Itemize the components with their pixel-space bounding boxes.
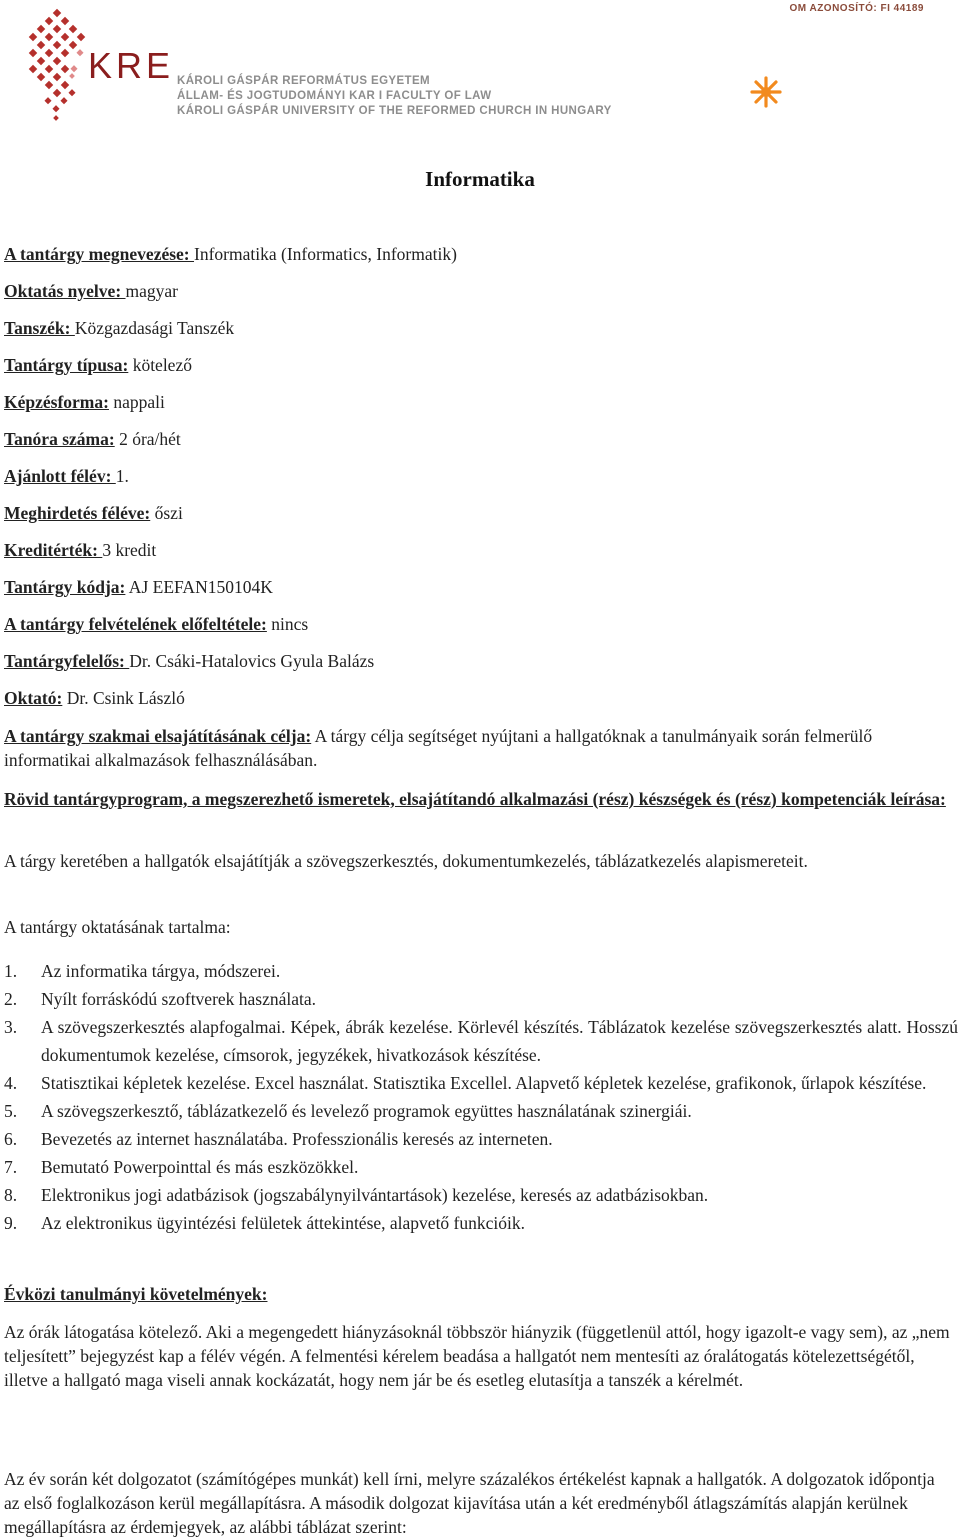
field-training-form: Képzésforma: nappali <box>4 392 165 412</box>
page-title: Informatika <box>425 167 535 191</box>
field-hours: Tanóra száma: 2 óra/hét <box>4 429 181 449</box>
university-line-faculty: ÁLLAM- ÉS JOGTUDOMÁNYI KAR I FACULTY OF LAW <box>177 90 492 102</box>
list-item: 4. Statisztikai képletek kezelése. Excel használat. Statisztika Excellel. Alapvető képletek kezelése, grafikonok, űrlapok készítése. <box>4 1073 927 1093</box>
list-item: 2. Nyílt forráskódú szoftverek használata. <box>4 989 317 1009</box>
field-prerequisite: A tantárgy felvételének előfeltétele: nincs <box>4 614 309 634</box>
requirements-paragraph-tests: Az év során két dolgozatot (számítógépes munkát) kell írni, melyre százalékos értékelést kapnak a hallgatók. A dolgozatok időpontja az első foglalkozáson kerül megállapításra. A második dolgozat kijavítása után a két eredményből átlagszámítás alapján kerülnek megállapításra az érdemjegyek, az alábbi táblázat szerint: <box>4 1469 935 1537</box>
letterhead <box>0 0 960 135</box>
field-course-code: Tantárgy kódja: AJ EEFAN150104K <box>4 577 273 597</box>
field-announcement-semester: Meghirdetés féléve: őszi <box>4 503 183 523</box>
field-course-name: A tantárgy megnevezése: Informatika (Informatics, Informatik) <box>4 244 457 264</box>
om-id: OM AZONOSÍTÓ: FI 44189 <box>789 3 924 14</box>
requirements-paragraph-attendance: Az órák látogatása kötelező. Aki a megengedett hiányzásoknál többször hiányzik (függetlenül attól, hogy igazolt-e vagy sem), az „nem teljesített” bejegyzést kap a félév végén. A felmentési kérelem beadása a hallgatót nem mentesíti az óralátogatás kötelezettségétől, illetve a hallgató maga viseli annak kockázatát, hogy nem jár be és esetleg elutasítja a tanszék a kérelmét. <box>4 1322 950 1390</box>
field-recommended-semester: Ajánlott félév: 1. <box>4 466 129 486</box>
university-line-hu: KÁROLI GÁSPÁR REFORMÁTUS EGYETEM <box>177 75 431 87</box>
list-item: 9. Az elektronikus ügyintézési felületek áttekintése, alapvető funkcióik. <box>4 1213 526 1233</box>
field-course-type: Tantárgy típusa: kötelező <box>4 355 192 375</box>
list-item: 7. Bemutató Powerpointtal és más eszközökkel. <box>4 1157 359 1177</box>
star-icon <box>750 76 782 108</box>
field-responsible: Tantárgyfelelős: Dr. Csáki-Hatalovics Gyula Balázs <box>4 651 375 671</box>
field-language: Oktatás nyelve: magyar <box>4 281 179 301</box>
kre-logo-icon <box>24 8 94 128</box>
topics-list <box>4 957 958 1237</box>
program-heading: Rövid tantárgyprogram, a megszerezhető ismeretek, elsajátítandó alkalmazási (rész) készségek és (rész) kompetenciák leírása: <box>4 789 946 809</box>
university-line-en: KÁROLI GÁSPÁR UNIVERSITY OF THE REFORMED CHURCH IN HUNGARY <box>177 105 612 117</box>
field-department: Tanszék: Közgazdasági Tanszék <box>4 318 235 338</box>
university-name <box>177 74 612 119</box>
list-item: 6. Bevezetés az internet használatába. Professzionális keresés az interneten. <box>4 1129 553 1149</box>
kre-logo-text: KRE <box>88 45 175 86</box>
list-item: 8. Elektronikus jogi adatbázisok (jogszabálynyilvántartások) kezelése, keresés az adatbázisokban. <box>4 1185 709 1205</box>
list-item: 1. Az informatika tárgya, módszerei. <box>4 961 281 981</box>
list-item: 5. A szövegszerkesztő, táblázatkezelő és levelező programok együttes használatának szinergiái. <box>4 1101 692 1121</box>
program-text: A tárgy keretében a hallgatók elsajátítják a szövegszerkesztés, dokumentumkezelés, táblázatkezelés alapismereteit. <box>4 851 808 871</box>
list-item: 3. A szövegszerkesztés alapfogalmai. Képek, ábrák kezelése. Körlevél készítés. Táblázatok kezelése szövegszerkesztés alatt. Hosszú dokumentumok kezelése, címsorok, jegyzékek, hivatkozások készítése. <box>4 1017 958 1065</box>
field-credits: Kreditérték: 3 kredit <box>4 540 157 560</box>
field-instructor: Oktató: Dr. Csink László <box>4 688 185 708</box>
course-goal: A tantárgy szakmai elsajátításának célja: A tárgy célja segítséget nyújtani a hallgatóknak a tanulmányaik során felmerülő informatikai alkalmazások felhasználásában. <box>4 726 873 770</box>
requirements-heading: Évközi tanulmányi követelmények: <box>4 1284 268 1304</box>
content-heading: A tantárgy oktatásának tartalma: <box>4 917 231 937</box>
